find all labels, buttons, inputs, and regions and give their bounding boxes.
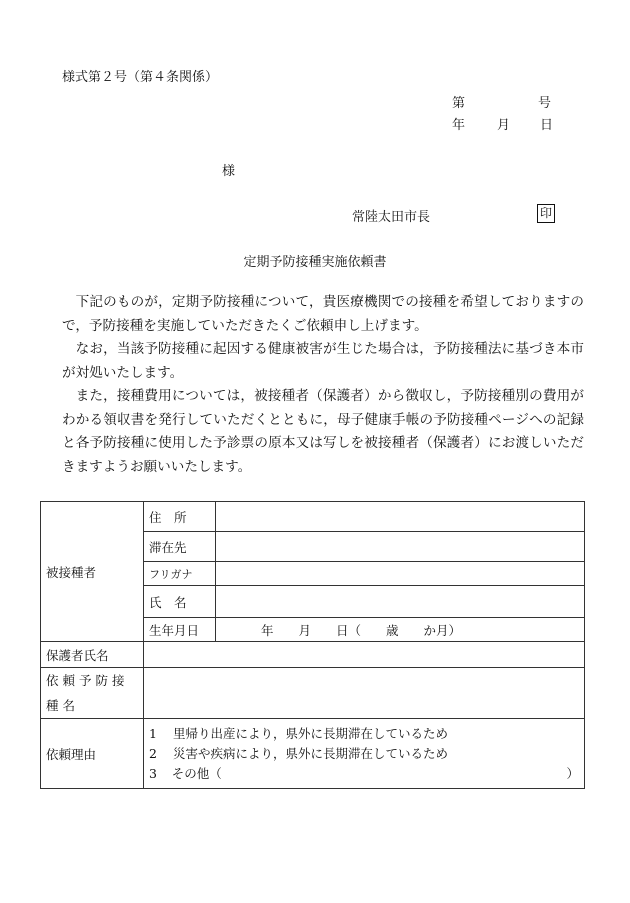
reason-option-3[interactable]	[149, 764, 579, 784]
seal-mark: 印	[537, 204, 555, 223]
vaccine-label: 依頼予防接種名	[41, 668, 144, 719]
reason-text: 里帰り出産により，県外に長期滞在しているため	[173, 725, 449, 741]
document-title: 定期予防接種実施依頼書	[243, 255, 387, 270]
name-field[interactable]	[216, 586, 585, 618]
date-day-label: 日	[540, 118, 554, 133]
address-field[interactable]	[216, 502, 585, 532]
guardian-field[interactable]	[144, 642, 585, 668]
vaccine-field[interactable]	[144, 668, 585, 719]
reason-number: 3	[149, 765, 157, 781]
reason-other-field[interactable]	[172, 764, 579, 784]
reason-option-1[interactable]	[149, 724, 579, 744]
reason-number: 2	[149, 745, 157, 761]
issuer: 常陸太田市長	[352, 210, 431, 225]
reason-close-paren: ）	[566, 765, 579, 781]
stay-field[interactable]	[216, 532, 585, 562]
request-table	[40, 501, 585, 789]
document-number-suffix: 号	[538, 96, 552, 111]
guardian-label: 保護者氏名	[41, 642, 144, 668]
document-number-label: 第	[452, 96, 466, 111]
body-paragraph-2: なお，当該予防接種に起因する健康被害が生じた場合は，予防接種法に基づき本市が対処いたします。	[62, 341, 584, 381]
reason-options	[144, 719, 585, 789]
address-label: 住 所	[144, 502, 216, 532]
reason-text: その他（	[171, 765, 222, 781]
stay-label: 滞在先	[144, 532, 216, 562]
name-label: 氏 名	[144, 586, 216, 618]
date-month-label: 月	[497, 118, 511, 133]
reason-text: 災害や疾病により，県外に長期滞在しているため	[173, 745, 449, 761]
form-number: 様式第２号（第４条関係）	[62, 70, 219, 85]
body-paragraph-1: 下記のものが，定期予防接種について，貴医療機関での接種を希望しておりますので，予防接種を実施していただきたくご依頼申し上げます。	[62, 294, 584, 334]
dob-label: 生年月日	[144, 618, 216, 642]
patient-label: 被接種者	[41, 502, 144, 642]
furigana-field[interactable]	[216, 562, 585, 586]
reason-option-2[interactable]	[149, 744, 579, 764]
furigana-label: フリガナ	[144, 562, 216, 586]
dob-template: 年 月 日（ 歳 か月）	[261, 622, 462, 638]
reason-label: 依頼理由	[41, 719, 144, 789]
reason-number: 1	[149, 725, 157, 741]
body-paragraph-3: また，接種費用については，被接種者（保護者）から徴収し，予防接種別の費用がわかる領収書を発行していただくとともに，母子健康手帳の予防接種ページへの記録と各予防接種に使用した予診票の原本又は写しを被接種者（保護者）にお渡しいただきますようお願いいたします。	[62, 388, 584, 475]
addressee-suffix: 様	[222, 164, 236, 179]
dob-field[interactable]	[216, 618, 585, 642]
date-year-label: 年	[452, 118, 466, 133]
